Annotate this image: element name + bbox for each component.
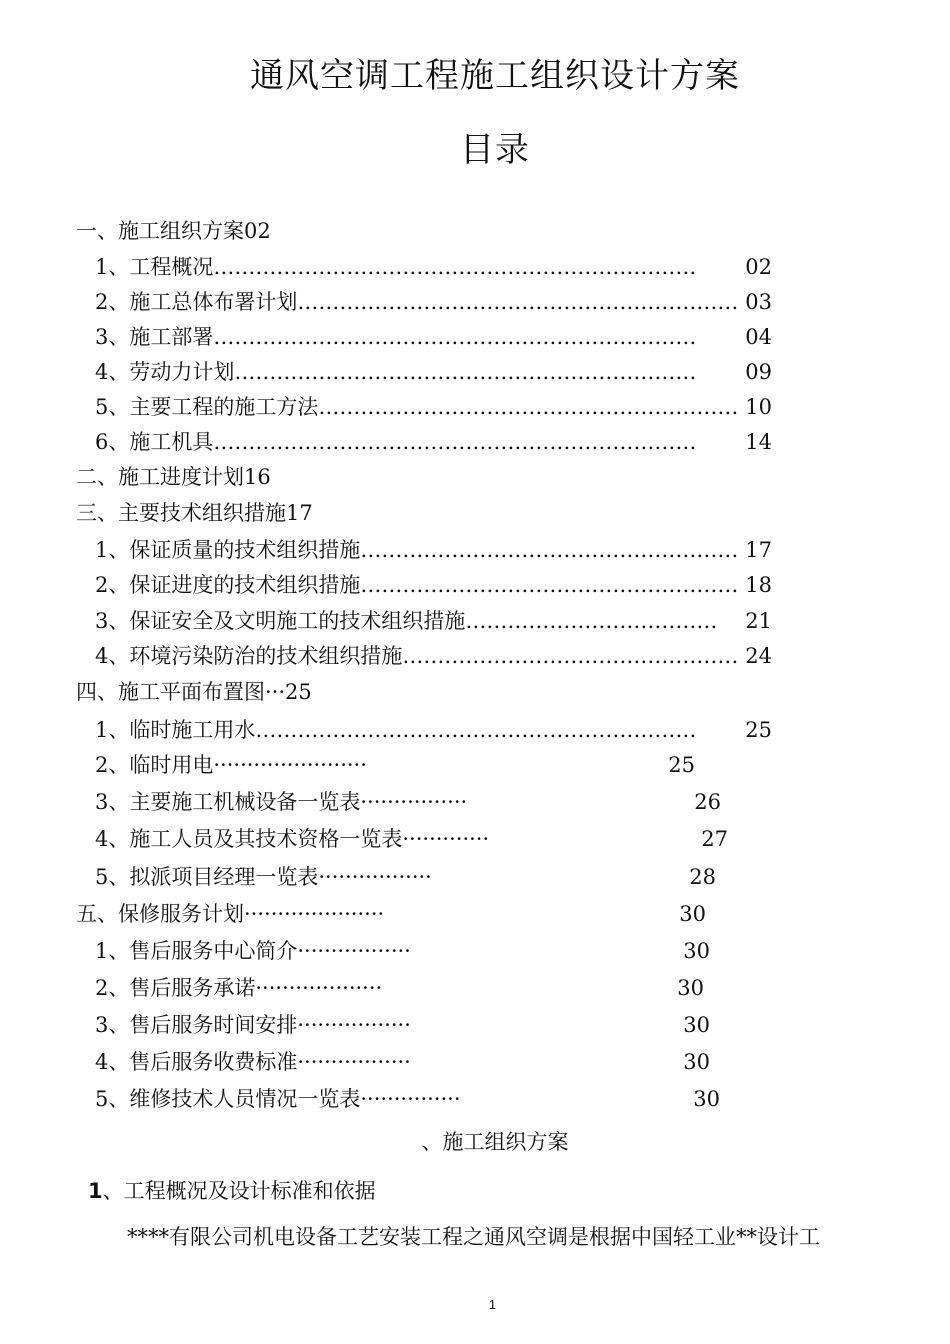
toc-page-number: 10: [745, 395, 772, 419]
toc-entry-label: 五、保修服务计划: [76, 902, 244, 926]
toc-page-number: 03: [745, 290, 772, 314]
toc-leader-dots: ………………………………………………: [360, 573, 739, 597]
toc-entry[interactable]: [76, 464, 271, 490]
toc-entry[interactable]: [76, 679, 312, 705]
toc-page-number: 28: [689, 865, 716, 889]
toc-entry[interactable]: [95, 359, 772, 385]
toc-page-number: 04: [745, 325, 772, 349]
toc-page-number: 18: [745, 573, 772, 597]
toc-entry[interactable]: [95, 254, 772, 280]
toc-entry-label: 1、临时施工用水: [95, 718, 256, 742]
toc-heading: 目录: [460, 130, 530, 170]
toc-leader-dots: ………………………………………………………: [255, 718, 697, 742]
toc-leader-dots: ………………………………………………………: [297, 290, 739, 314]
page-number: 1: [488, 1297, 497, 1312]
toc-leader-dots: ………………………………………………: [360, 538, 739, 562]
toc-entry-label: 2、保证进度的技术组织措施: [95, 573, 361, 597]
toc-entry-label: 四、施工平面布置图···25: [76, 680, 312, 704]
subsection-heading: [88, 1175, 376, 1205]
toc-page-number: 21: [745, 609, 772, 633]
toc-entry[interactable]: [95, 752, 695, 778]
toc-entry-label: 2、售后服务承诺: [95, 976, 256, 1000]
toc-leader-dots: ·················: [297, 939, 411, 963]
toc-entry-label: 三、主要技术组织措施17: [76, 501, 313, 525]
toc-entry-label: 4、售后服务收费标准: [95, 1050, 298, 1074]
toc-entry-label: 4、环境污染防治的技术组织措施: [95, 644, 403, 668]
toc-entry[interactable]: [95, 717, 772, 743]
toc-leader-dots: …………………………………………: [402, 644, 739, 668]
toc-page-number: 09: [745, 360, 772, 384]
toc-leader-dots: ·····················: [244, 902, 385, 926]
subsection-title: 、工程概况及设计标准和依据: [102, 1179, 376, 1203]
toc-page-number: 25: [668, 753, 695, 777]
toc-page-number: 02: [745, 255, 772, 279]
toc-entry-label: 6、施工机具: [95, 430, 214, 454]
toc-leader-dots: ·······················: [213, 753, 367, 777]
toc-entry-label: 2、施工总体布署计划: [95, 290, 298, 314]
toc-leader-dots: ···············: [360, 1087, 461, 1111]
toc-entry-label: 3、施工部署: [95, 325, 214, 349]
toc-page-number: 27: [701, 827, 728, 851]
toc-entry-label: 5、拟派项目经理一览表: [95, 865, 319, 889]
toc-entry[interactable]: [95, 864, 716, 890]
toc-leader-dots: …………………………………………………………: [234, 360, 697, 384]
toc-page-number: 30: [683, 939, 710, 963]
section-heading: 、施工组织方案: [421, 1130, 569, 1154]
toc-entry[interactable]: [95, 537, 772, 563]
toc-leader-dots: ·················: [297, 1050, 411, 1074]
toc-page-number: 30: [683, 1013, 710, 1037]
document-title: 通风空调工程施工组织设计方案: [250, 56, 740, 96]
subsection-number: 1: [88, 1179, 103, 1203]
toc-leader-dots: ……………………………………………………: [318, 395, 739, 419]
toc-entry[interactable]: [95, 394, 772, 420]
toc-entry[interactable]: [95, 608, 772, 634]
toc-leader-dots: ……………………………………………………………: [213, 430, 697, 454]
toc-entry[interactable]: [95, 1049, 710, 1075]
toc-entry[interactable]: [95, 789, 721, 815]
toc-leader-dots: ·················: [297, 1013, 411, 1037]
toc-leader-dots: ………………………………: [465, 609, 718, 633]
toc-entry[interactable]: [76, 901, 706, 927]
toc-entry[interactable]: [95, 1086, 720, 1112]
toc-entry-label: 一、施工组织方案02: [76, 219, 271, 243]
toc-leader-dots: ·············: [402, 827, 490, 851]
toc-page-number: 30: [693, 1087, 720, 1111]
toc-entry[interactable]: [95, 572, 772, 598]
toc-entry-label: 二、施工进度计划16: [76, 465, 271, 489]
toc-entry-label: 3、主要施工机械设备一览表: [95, 790, 361, 814]
toc-page-number: 30: [683, 1050, 710, 1074]
toc-entry[interactable]: [95, 324, 772, 350]
toc-leader-dots: ……………………………………………………………: [213, 255, 697, 279]
toc-entry-label: 1、保证质量的技术组织措施: [95, 538, 361, 562]
toc-entry-label: 4、劳动力计划: [95, 360, 235, 384]
toc-entry-label: 1、售后服务中心简介: [95, 939, 298, 963]
toc-entry-label: 3、保证安全及文明施工的技术组织措施: [95, 609, 466, 633]
toc-entry[interactable]: [95, 643, 772, 669]
toc-entry[interactable]: [95, 938, 710, 964]
toc-entry[interactable]: [76, 500, 313, 526]
toc-page-number: 26: [694, 790, 721, 814]
toc-page-number: 14: [745, 430, 772, 454]
toc-leader-dots: ……………………………………………………………: [213, 325, 697, 349]
toc-entry[interactable]: [76, 218, 271, 244]
toc-entry[interactable]: [95, 1012, 710, 1038]
toc-leader-dots: ···················: [255, 976, 383, 1000]
toc-entry-label: 2、临时用电: [95, 753, 214, 777]
toc-entry-label: 4、施工人员及其技术资格一览表: [95, 827, 403, 851]
toc-page-number: 24: [745, 644, 772, 668]
body-paragraph: ****有限公司机电设备工艺安装工程之通风空调是根据中国轻工业**设计工: [127, 1225, 820, 1249]
toc-leader-dots: ················: [360, 790, 468, 814]
toc-page-number: 17: [745, 538, 772, 562]
toc-entry-label: 5、维修技术人员情况一览表: [95, 1087, 361, 1111]
toc-entry[interactable]: [95, 429, 772, 455]
toc-leader-dots: ·················: [318, 865, 432, 889]
toc-entry-label: 3、售后服务时间安排: [95, 1013, 298, 1037]
toc-page-number: 30: [677, 976, 704, 1000]
toc-entry[interactable]: [95, 975, 704, 1001]
toc-entry-label: 1、工程概况: [95, 255, 214, 279]
toc-page-number: 25: [745, 718, 772, 742]
toc-entry-label: 5、主要工程的施工方法: [95, 395, 319, 419]
toc-entry[interactable]: [95, 826, 728, 852]
toc-page-number: 30: [679, 902, 706, 926]
toc-entry[interactable]: [95, 289, 772, 315]
